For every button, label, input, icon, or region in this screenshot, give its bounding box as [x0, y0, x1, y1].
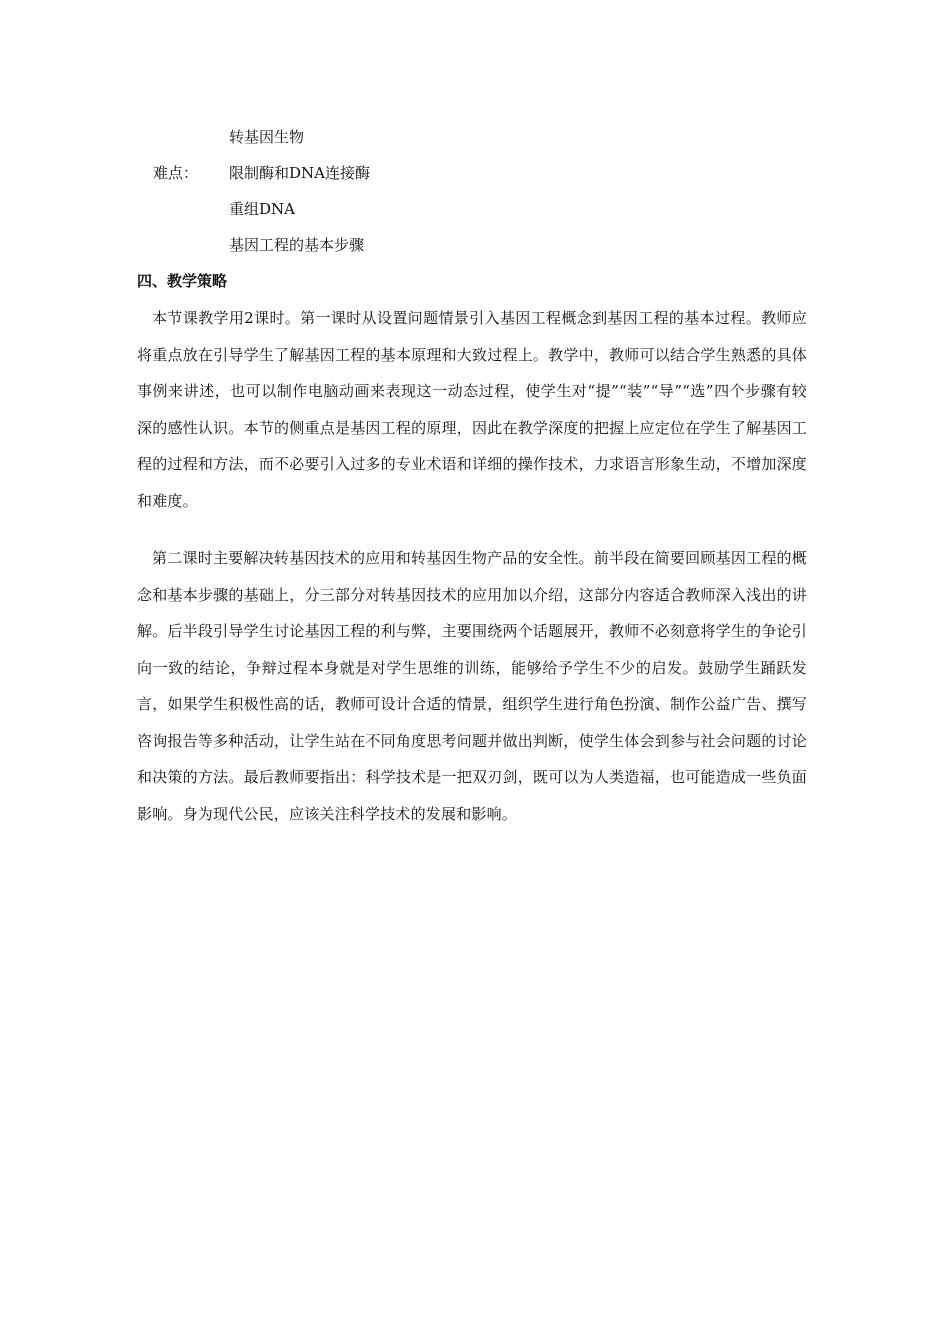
difficulty-item-1: 限制酶和DNA连接酶: [229, 164, 370, 182]
difficulty-item-2: 重组DNA: [229, 200, 295, 218]
section-heading-teaching-strategy: 四、教学策略: [137, 272, 228, 290]
strategy-paragraph-2: 第二课时主要解决转基因技术的应用和转基因生物产品的安全性。前半段在简要回顾基因工程的概念和基本步骤的基础上，分三部分对转基因技术的应用加以介绍，这部分内容适合教师深入浅出的讲解。后半段引导学生讨论基因工程的利与弊，主要围绕两个话题展开，教师不必刻意将学生的争论引向一致的结论，争辩过程本身就是对学生思维的训练，能够给予学生不少的启发。鼓励学生踊跃发言，如果学生积极性高的话，教师可设计合适的情景，组织学生进行角色扮演、制作公益广告、撰写咨询报告等多种活动，让学生站在不同角度思考问题并做出判断，使学生体会到参与社会问题的讨论和决策的方法。最后教师要指出：科学技术是一把双刃剑，既可以为人类造福，也可能造成一些负面影响。身为现代公民，应该关注科学技术的发展和影响。: [137, 549, 807, 823]
difficulty-item-3: 基因工程的基本步骤: [229, 236, 365, 254]
key-point-item-transgenic-organism: 转基因生物: [229, 128, 305, 146]
difficulty-label: 难点：: [153, 164, 199, 182]
strategy-paragraph-1: 本节课教学用2课时。第一课时从设置问题情景引入基因工程概念到基因工程的基本过程。教师应将重点放在引导学生了解基因工程的基本原理和大致过程上。教学中，教师可以结合学生熟悉的具体事例来讲述，也可以制作电脑动画来表现这一动态过程，使学生对“提”“装”“导”“选”四个步骤有较深的感性认识。本节的侧重点是基因工程的原理，因此在教学深度的把握上应定位在学生了解基因工程的过程和方法，而不必要引入过多的专业术语和详细的操作技术，力求语言形象生动，不增加深度和难度。: [137, 309, 807, 510]
